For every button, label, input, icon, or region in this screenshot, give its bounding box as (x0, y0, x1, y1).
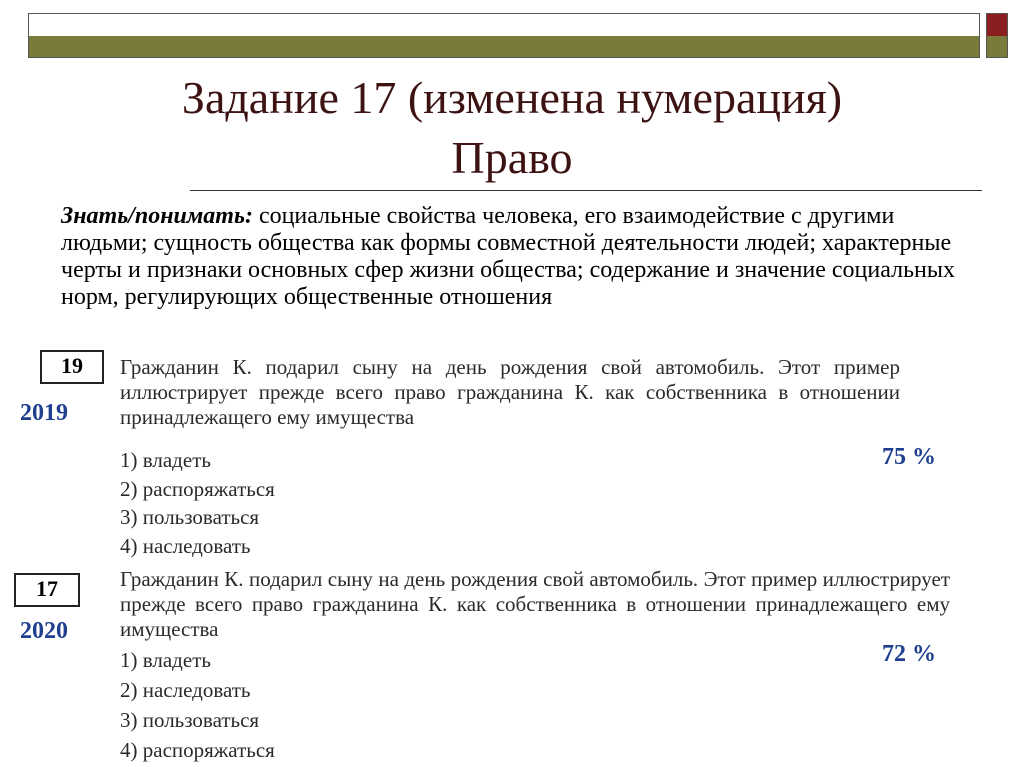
task-number: 19 (61, 353, 83, 378)
answer-option: 1) владеть (120, 648, 211, 672)
answer-option: 4) распоряжаться (120, 738, 275, 762)
header-decor-stripe-bottom (29, 36, 979, 57)
answer-option: 4) наследовать (120, 533, 251, 558)
task-number-box-2019 (40, 350, 104, 384)
header-decor-corner (986, 13, 1008, 58)
question-text-2020: Гражданин К. подарил сыну на день рождения свой автомобиль. Этот пример иллюстрирует прежде всего право гражданина К. как собственника в отношении принадлежащего ему имущества (120, 567, 950, 641)
intro-text: социальные свойства человека, его взаимодействие с другими людьми; сущность общества как формы совместной деятельности людей; характерные черты и признаки основных сфер жизни общества; содержание и значение социальных норм, регулирующих общественные отношения (61, 203, 955, 310)
answer-option: 3) пользоваться (120, 708, 260, 732)
intro-paragraph (61, 203, 971, 311)
answer-option: 3) пользоваться (120, 505, 260, 529)
answer-options-2020 (120, 645, 275, 765)
slide-title-line2: Право (451, 132, 573, 183)
question-text-2019: Гражданин К. подарил сыну на день рождения свой автомобиль. Этот пример иллюстрирует прежде всего право гражданина К. как собственника в отношении принадлежащего ему имущества (120, 355, 900, 429)
year-label-2019: 2019 (20, 400, 68, 426)
task-number: 17 (36, 576, 58, 601)
header-decor-corner-olive (987, 36, 1007, 57)
answer-options-2019 (120, 446, 275, 560)
task-number-box-2020 (14, 573, 80, 607)
intro-lead: Знать/понимать: (61, 203, 253, 229)
header-decor-stripe-top (29, 14, 979, 37)
answer-option: 1) владеть (120, 448, 211, 472)
slide-title-line1: Задание 17 (изменена нумерация) (181, 72, 843, 123)
slide-title (0, 68, 1024, 188)
year-label-2020: 2020 (20, 618, 68, 644)
header-decor-corner-red (987, 14, 1007, 37)
answer-option: 2) наследовать (120, 678, 251, 702)
header-decor-bar (28, 13, 980, 58)
answer-option: 2) распоряжаться (120, 476, 275, 501)
percent-label-2019: 75 % (882, 444, 936, 470)
percent-label-2020: 72 % (882, 641, 936, 667)
title-divider (190, 190, 982, 191)
